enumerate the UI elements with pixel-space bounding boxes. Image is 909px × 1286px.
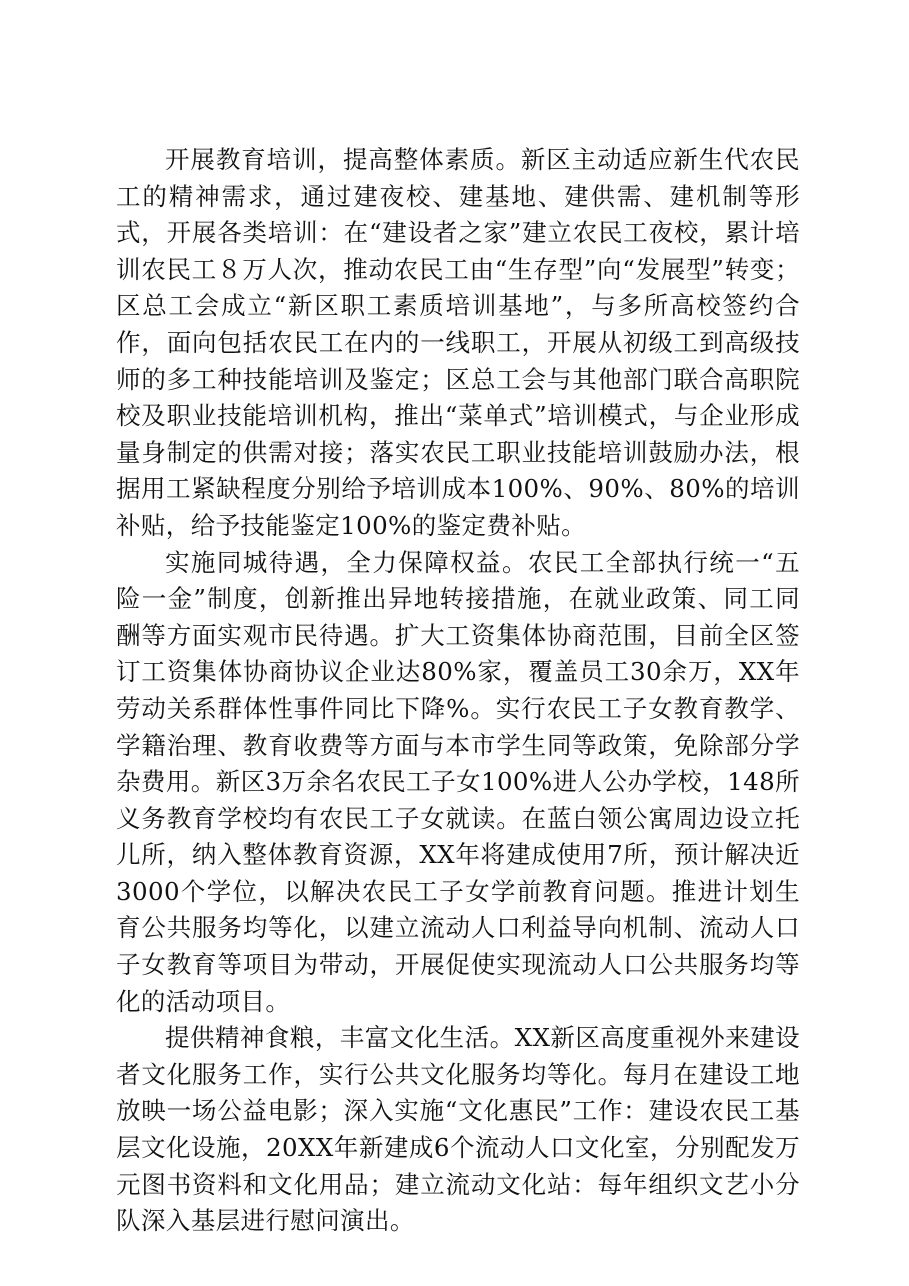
document-body bbox=[116, 142, 800, 1240]
paragraph-education-training: 开展教育培训，提高整体素质。新区主动适应新生代农民工的精神需求，通过建夜校、建基地、建供需、建机制等形式，开展各类培训：在“建设者之家”建立农民工夜校，累计培训农民工８万人次，推动农民工由“生存型”向“发展型”转变；区总工会成立“新区职工素质培训基地”，与多所高校签约合作，面向包括农民工在内的一线职工，开展从初级工到高级技师的多工种技能培训及鉴定；区总工会与其他部门联合高职院校及职业技能培训机构，推出“菜单式”培训模式，与企业形成量身制定的供需对接；落实农民工职业技能培训鼓励办法，根据用工紧缺程度分别给予培训成本100%、90%、80%的培训补贴，给予技能鉴定100%的鉴定费补贴。 bbox=[116, 145, 800, 540]
paragraph-equal-treatment: 实施同城待遇，全力保障权益。农民工全部执行统一“五险一金”制度，创新推出异地转接措施，在就业政策、同工同酬等方面实观市民待遇。扩大工资集体协商范围，目前全区签订工资集体协商协议企业达80%家，覆盖员工30余万，XX年劳动关系群体性事件同比下降%。实行农民工子女教育教学、学籍治理、教育收费等方面与本市学生同等政策，免除部分学杂费用。新区3万余名农民工子女100%进人公办学校，148所义务教育学校均有农民工子女就读。在蓝白领公寓周边设立托儿所，纳入整体教育资源，XX年将建成使用7所，预计解决近3000个学位，以解决农民工子女学前教育问题。推进计划生育公共服务均等化，以建立流动人口利益导向机制、流动人口子女教育等项目为带动，开展促使实现流动人口公共服务均等化的活动项目。 bbox=[116, 547, 800, 1016]
paragraph-cultural-life: 提供精神食粮，丰富文化生活。XX新区高度重视外来建设者文化服务工作，实行公共文化服务均等化。每月在建设工地放映一场公益电影；深入实施“文化惠民”工作：建设农民工基层文化设施，20XX年新建成6个流动人口文化室，分别配发万元图书资料和文化用品；建立流动文化站：每年组织文艺小分队深入基层进行慰问演出。 bbox=[116, 1023, 800, 1236]
